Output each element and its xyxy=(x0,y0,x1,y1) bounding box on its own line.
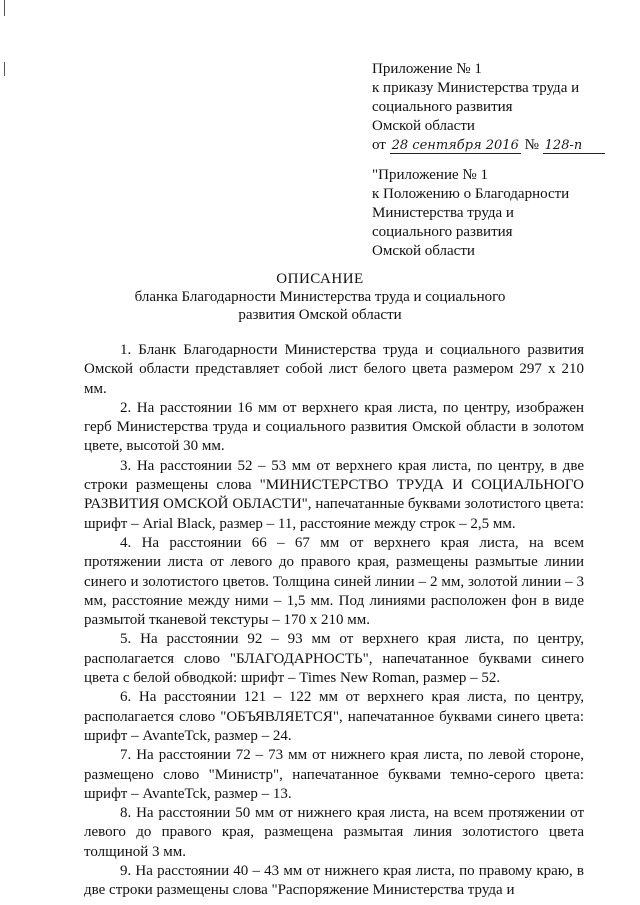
document-body xyxy=(84,341,584,901)
paragraph: 4. На расстоянии 66 – 67 мм от верхнего края листа, на всем протяжении листа от левого до правого края, размещены размытые линии синего и золотистого цветов. Толщина синей линии – 2 мм, золотой линии – 3 мм, расстояние между ними – 1,5 мм. Под линиями расположен фон в виде размытой тканевой текстуры – 170 х 210 мм. xyxy=(84,534,584,629)
number-prefix: № xyxy=(524,137,539,153)
paragraph: 2. На расстоянии 16 мм от верхнего края листа, по центру, изображен герб Министерства труда и социального развития Омской области в золотом цвете, высотой 30 мм. xyxy=(84,399,584,455)
paragraph: 6. На расстоянии 121 – 122 мм от верхнего края листа, по центру, располагается слово "ОБЪЯВЛЯЕТСЯ", напечатанное буквами синего цвета: шрифт – AvanteTck, размер – 24. xyxy=(84,689,584,744)
handwritten-number: 128-п xyxy=(543,138,605,154)
paragraph: 3. На расстоянии 52 – 53 мм от верхнего края листа, по центру, в две строки размещены слова "МИНИСТЕРСТВО ТРУДА И СОЦИАЛЬНОГО РАЗВИТИЯ ОМСКОЙ ОБЛАСТИ", напечатанные буквами золотистого цвета: шрифт – Arial Black, размер – 11, расстояние между строк – 2,5 мм. xyxy=(84,457,584,532)
paragraph: 8. На расстоянии 50 мм от нижнего края листа, на всем протяжении от левого до правого края, размещена размытая линия золотистого цвета толщиной 3 мм. xyxy=(84,805,584,860)
paragraph: 1. Бланк Благодарности Министерства труда и социального развития Омской области представляет собой лист белого цвета размером 297 х 210 мм. xyxy=(84,342,584,397)
scan-mark xyxy=(4,62,5,76)
paragraph: 5. На расстоянии 92 – 93 мм от верхнего края листа, по центру, располагается слово "БЛАГОДАРНОСТЬ", напечатанное буквами синего цвета с белой обводкой: шрифт – Times New Roman, размер – 52. xyxy=(84,631,584,687)
appendix-line: Приложение № 1 xyxy=(372,61,482,77)
document-subtitle: бланка Благодарности Министерства труда и социального xyxy=(134,289,506,305)
document-title: ОПИСАНИЕ xyxy=(276,271,364,287)
appendix-line: Министерства труда и xyxy=(372,205,514,221)
document-subtitle: развития Омской области xyxy=(238,307,402,323)
appendix-line: социального развития xyxy=(372,99,513,115)
handwritten-date: 28 сентября 2016 xyxy=(391,138,519,153)
scan-mark xyxy=(4,0,5,16)
appendix-line: Омской области xyxy=(372,118,475,134)
appendix-line: "Приложение № 1 xyxy=(372,167,488,183)
date-prefix: от xyxy=(372,137,386,153)
appendix-line: к Положению о Благодарности xyxy=(372,186,570,202)
appendix-date-line xyxy=(372,136,605,155)
paragraph: 7. На расстоянии 72 – 73 мм от нижнего края листа, по левой стороне, размещено слово "Министр", напечатанное буквами темно-серого цвета: шрифт – AvanteTck, размер – 13. xyxy=(84,747,584,802)
paragraph: 9. На расстоянии 40 – 43 мм от нижнего края листа, по правому краю, в две строки размещены слова "Распоряжение Министерства труда и xyxy=(84,863,584,899)
appendix-line: Омской области xyxy=(372,243,475,259)
document-title-block xyxy=(0,270,640,324)
appendix-line: к приказу Министерства труда и xyxy=(372,80,580,96)
appendix-header xyxy=(372,60,605,155)
appendix-line: социального развития xyxy=(372,224,513,240)
appendix-reference xyxy=(372,166,569,261)
